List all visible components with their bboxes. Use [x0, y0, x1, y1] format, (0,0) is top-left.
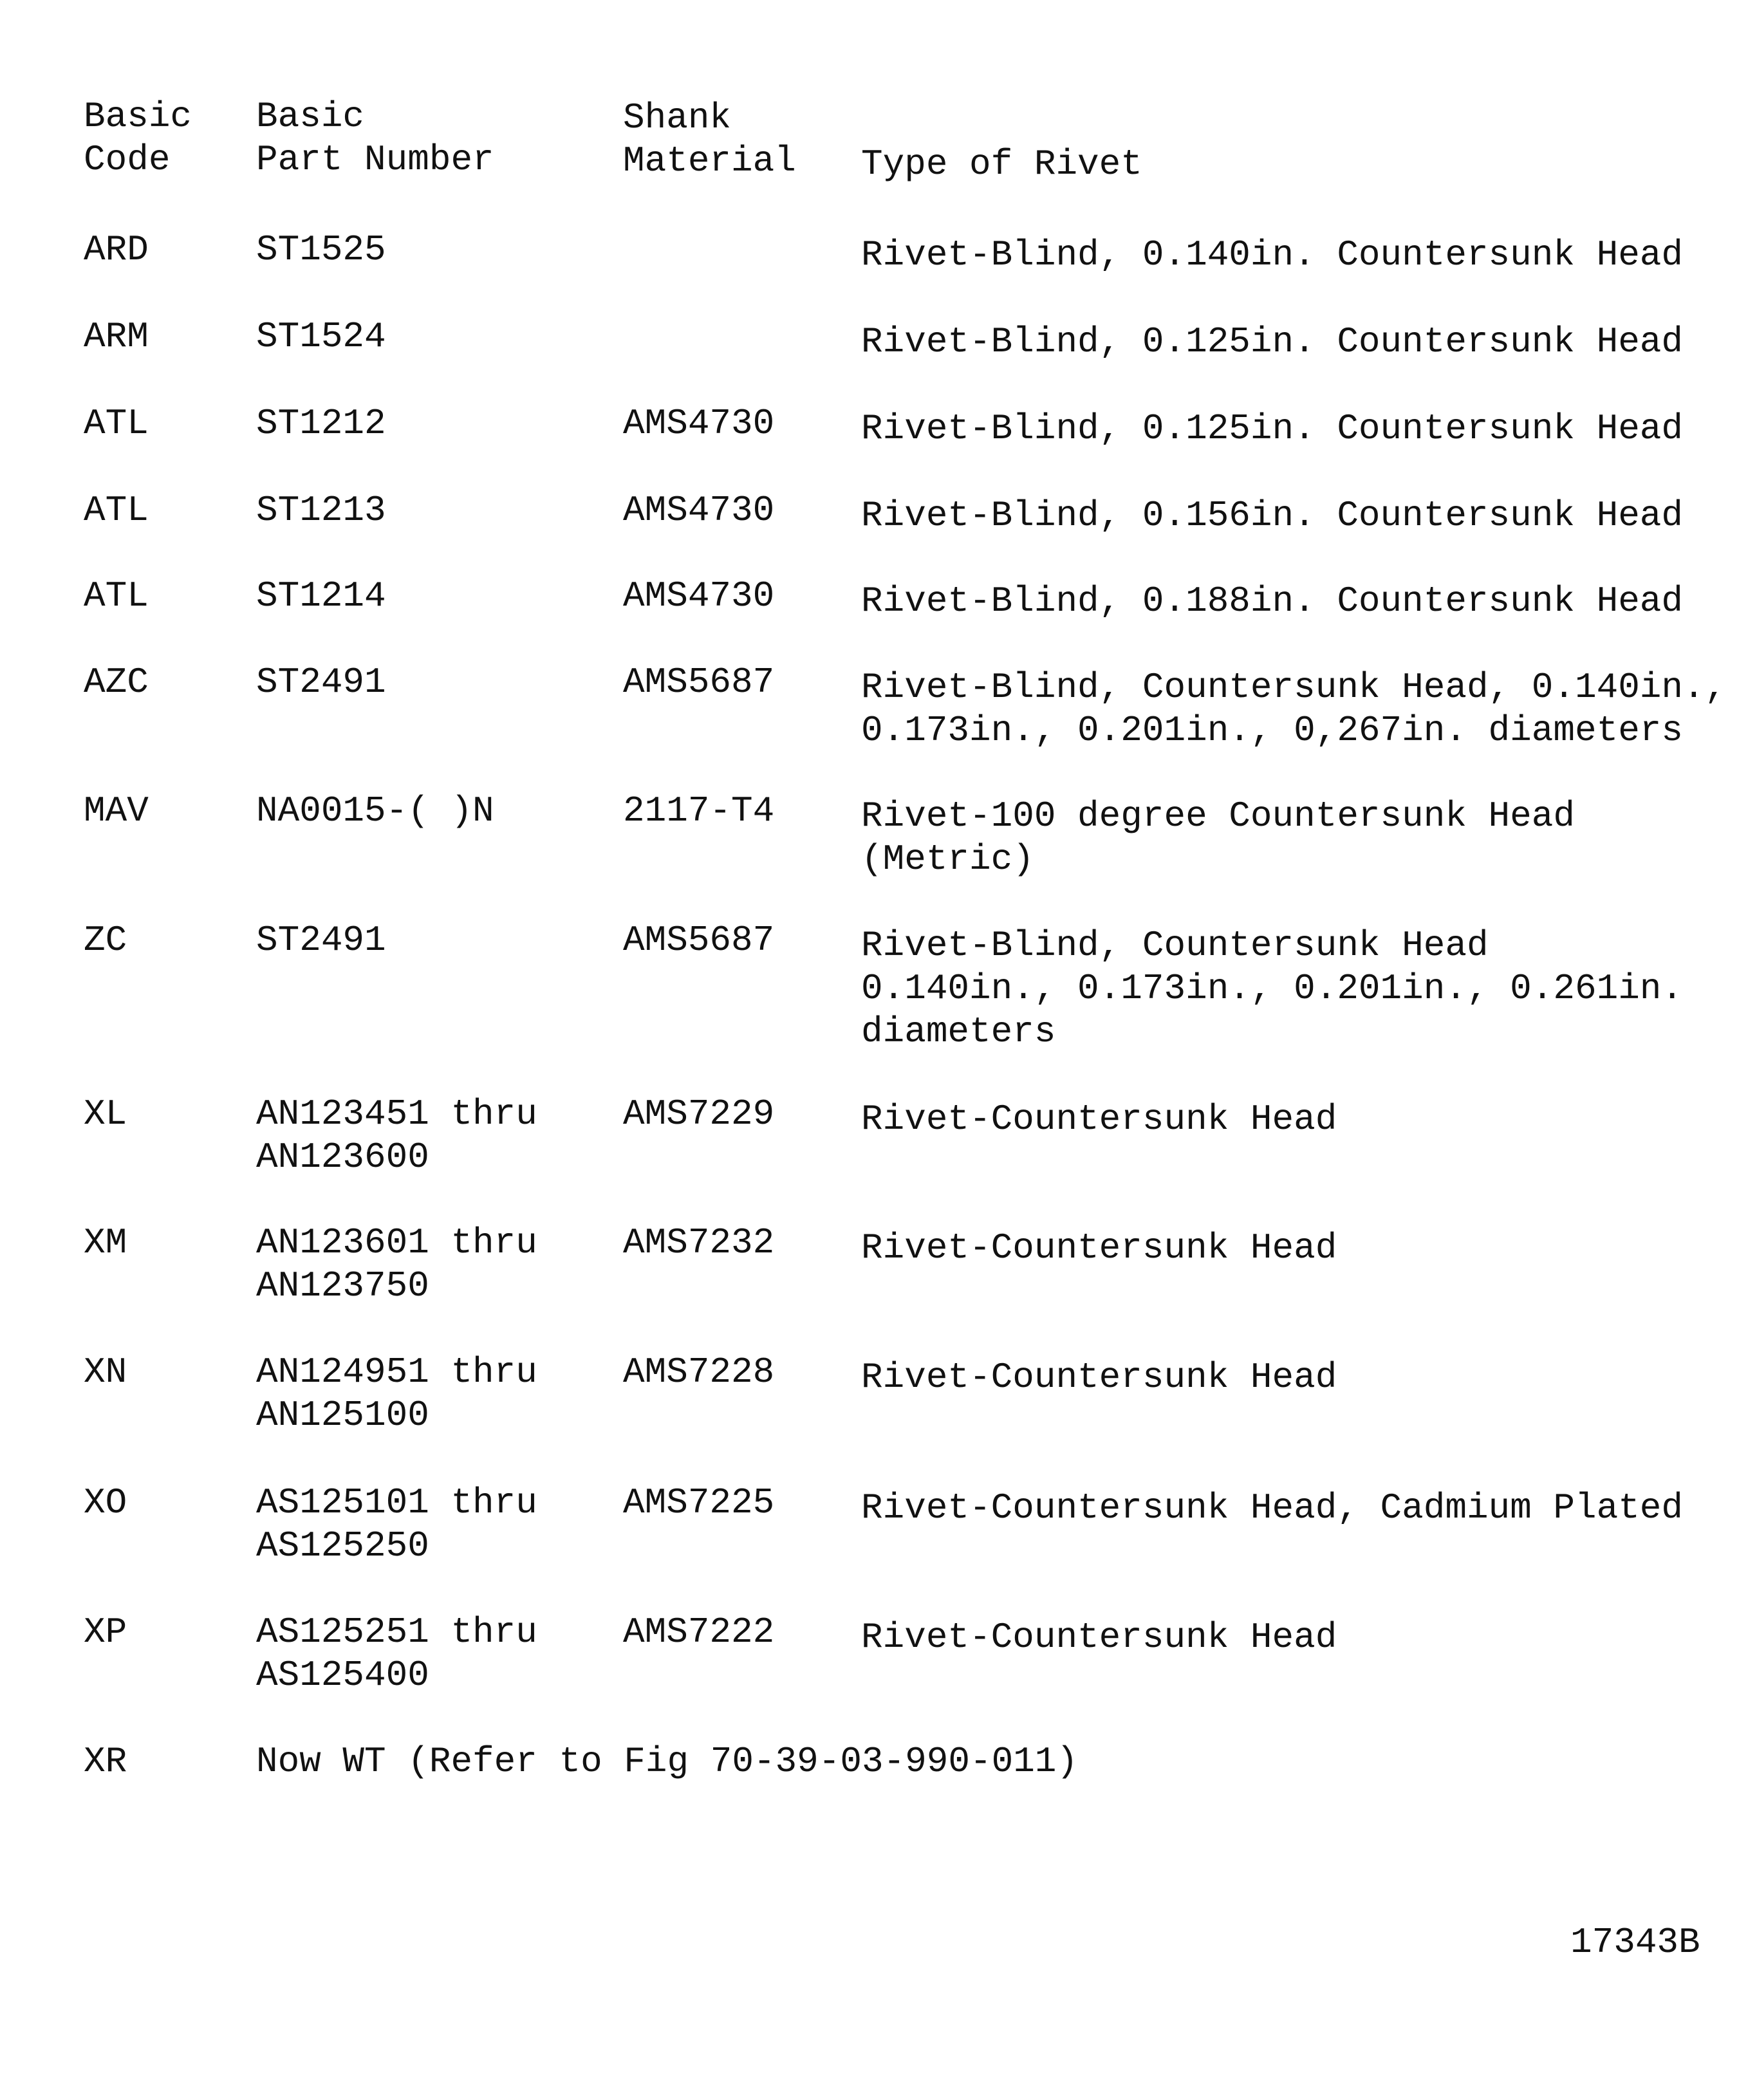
rivet-type-cell: Rivet-Blind, 0.188in. Countersunk Head — [861, 581, 1684, 622]
rivet-type-cell: Rivet-Countersunk Head — [861, 1357, 1337, 1398]
basic-code-cell: ZC — [84, 920, 127, 961]
shank-material-cell: AMS7232 — [623, 1222, 775, 1263]
basic-code-cell: ARM — [84, 316, 149, 357]
part-number-cell: AN124951 thru AN125100 — [256, 1352, 537, 1436]
rivet-type-cell: Rivet-Blind, Countersunk Head 0.140in., 0.173in., 0.201in., 0.261in. diameters — [861, 925, 1684, 1052]
shank-material-cell: AMS4730 — [623, 403, 775, 444]
header-basic-part-number: Basic Part Number — [256, 96, 494, 180]
basic-code-cell: ATL — [84, 490, 149, 531]
rivet-type-cell: Rivet-Countersunk Head — [861, 1617, 1337, 1658]
basic-code-cell: XM — [84, 1222, 127, 1263]
basic-code-cell: XN — [84, 1352, 127, 1393]
basic-code-cell: ARD — [84, 229, 149, 270]
basic-code-cell: XL — [84, 1093, 127, 1135]
rivet-type-cell: Rivet-Blind, 0.125in. Countersunk Head — [861, 321, 1684, 362]
rivet-type-cell: Rivet-Countersunk Head — [861, 1099, 1337, 1140]
part-number-cell: ST1213 — [256, 490, 386, 531]
part-number-cell: AS125101 thru AS125250 — [256, 1482, 537, 1566]
part-number-cell: ST2491 — [256, 662, 386, 703]
figure-code: 17343B — [1570, 1922, 1700, 1963]
header-shank-material: Shank Material — [623, 97, 796, 181]
header-type-of-rivet: Type of Rivet — [861, 144, 1142, 185]
rivet-type-cell: Rivet-100 degree Countersunk Head (Metric) — [861, 795, 1575, 880]
shank-material-cell: AMS7225 — [623, 1482, 775, 1523]
rivet-type-cell: Rivet-Blind, Countersunk Head, 0.140in., 0.173in., 0.201in., 0,267in. diameters — [861, 667, 1727, 751]
part-number-cell: AN123601 thru AN123750 — [256, 1222, 537, 1306]
part-number-cell: ST1212 — [256, 403, 386, 444]
rivet-type-cell: Rivet-Countersunk Head — [861, 1227, 1337, 1268]
part-number-cell: ST1214 — [256, 575, 386, 617]
part-number-cell: AN123451 thru AN123600 — [256, 1093, 537, 1178]
shank-material-cell: AMS4730 — [623, 575, 775, 617]
basic-code-cell: XR — [84, 1741, 127, 1782]
shank-material-cell: AMS5687 — [623, 662, 775, 703]
rivet-type-cell: Rivet-Countersunk Head, Cadmium Plated — [861, 1487, 1684, 1529]
basic-code-cell: ATL — [84, 575, 149, 617]
part-number-cell: ST1524 — [256, 316, 386, 357]
shank-material-cell: AMS4730 — [623, 490, 775, 531]
basic-code-cell: MAV — [84, 790, 149, 832]
basic-code-cell: AZC — [84, 662, 149, 703]
shank-material-cell: AMS5687 — [623, 920, 775, 961]
part-number-cell: ST1525 — [256, 229, 386, 270]
basic-code-cell: ATL — [84, 403, 149, 444]
basic-code-cell: XO — [84, 1482, 127, 1523]
rivet-type-cell: Rivet-Blind, 0.140in. Countersunk Head — [861, 234, 1684, 275]
part-number-cell: NA0015-( )N — [256, 790, 494, 832]
part-number-cell: AS125251 thru AS125400 — [256, 1612, 537, 1696]
shank-material-cell: 2117-T4 — [623, 790, 775, 832]
shank-material-cell: AMS7222 — [623, 1612, 775, 1653]
rivet-type-cell: Rivet-Blind, 0.125in. Countersunk Head — [861, 408, 1684, 449]
basic-code-cell: XP — [84, 1612, 127, 1653]
header-basic-code: Basic Code — [84, 96, 192, 180]
part-number-cell: ST2491 — [256, 920, 386, 961]
rivet-type-cell: Rivet-Blind, 0.156in. Countersunk Head — [861, 495, 1684, 536]
shank-material-cell: AMS7229 — [623, 1093, 775, 1135]
part-number-cell: Now WT (Refer to Fig 70-39-03-990-011) — [256, 1741, 1079, 1782]
shank-material-cell: AMS7228 — [623, 1352, 775, 1393]
